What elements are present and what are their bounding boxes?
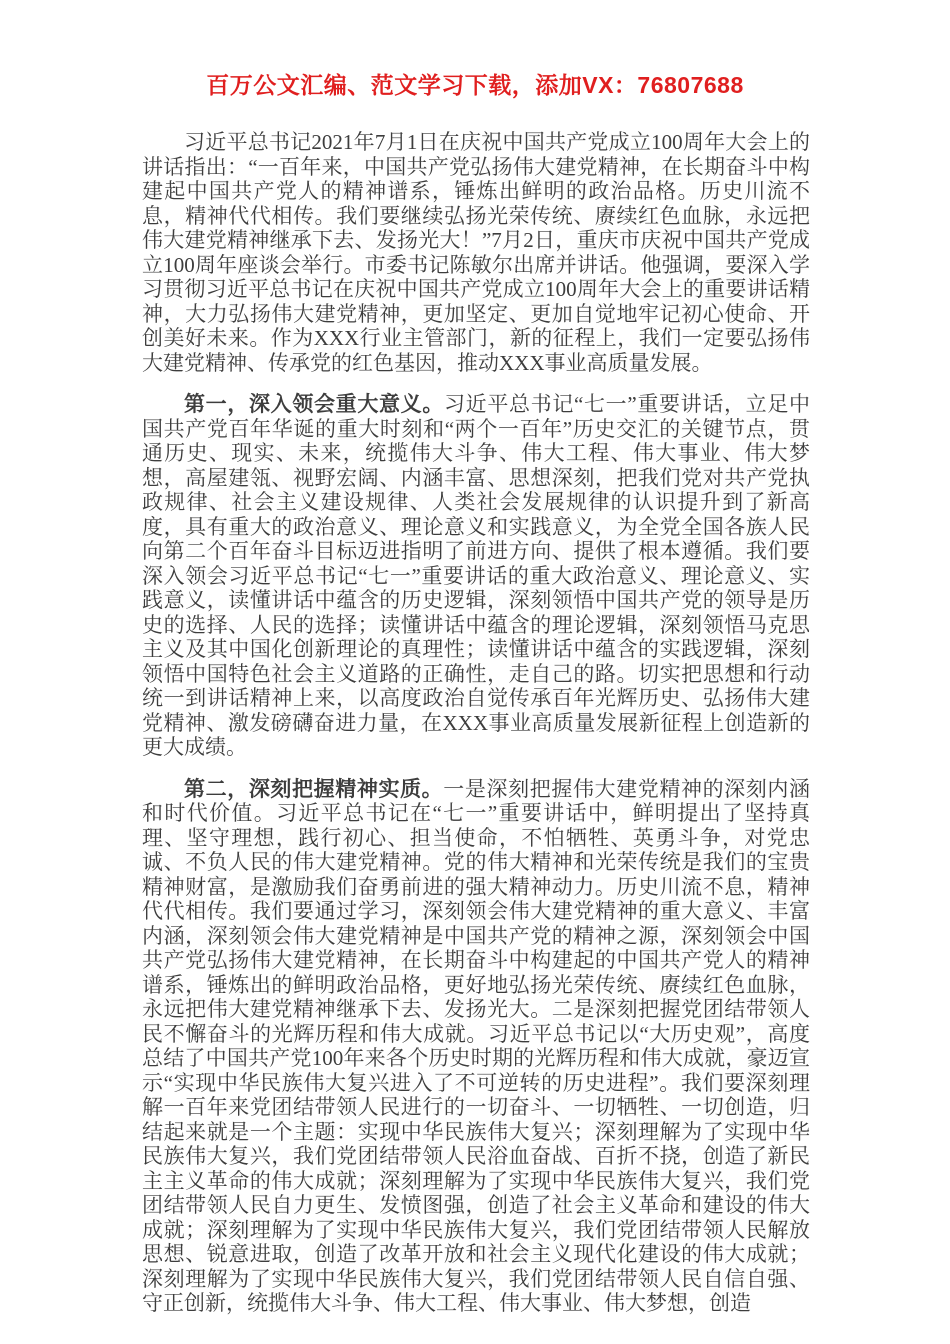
paragraph-intro-text: 习近平总书记2021年7月1日在庆祝中国共产党成立100周年大会上的讲话指出：“一百年来，中国共产党弘扬伟大建党精神，在长期奋斗中构建起中国共产党人的精神谱系，锤炼出鲜明的政治品格。历史川流不息，精神代代相传。我们要继续弘扬光荣传统、赓续红色血脉，永远把伟大建党精神继承下去、发扬光大！”7月2日，重庆市庆祝中国共产党成立100周年座谈会举行。市委书记陈敏尔出席并讲话。他强调，要深入学习贯彻习近平总书记在庆祝中国共产党成立100周年大会上的重要讲话精神，大力弘扬伟大建党精神，更加坚定、更加自觉地牢记初心使命、开创美好未来。作为XXX行业主管部门，新的征程上，我们一定要弘扬伟大建党精神、传承党的红色基因，推动XXX事业高质量发展。 <box>142 130 810 375</box>
paragraph-second-point-text: 一是深刻把握伟大建党精神的深刻内涵和时代价值。习近平总书记在“七一”重要讲话中，鲜明提出了坚持真理、坚守理想，践行初心、担当使命，不怕牺牲、英勇斗争，对党忠诚、不负人民的伟大建党精神。党的伟大精神和光荣传统是我们的宝贵精神财富，是激励我们奋勇前进的强大精神动力。历史川流不息，精神代代相传。我们要通过学习，深刻领会伟大建党精神的重大意义、丰富内涵，深刻领会伟大建党精神是中国共产党的精神之源，深刻领会中国共产党弘扬伟大建党精神，在长期奋斗中构建起的中国共产党人的精神谱系，锤炼出的鲜明政治品格，更好地弘扬光荣传统、赓续红色血脉，永远把伟大建党精神继承下去、发扬光大。二是深刻把握党团结带领人民不懈奋斗的光辉历程和伟大成就。习近平总书记以“大历史观”，高度总结了中国共产党100年来各个历史时期的光辉历程和伟大成就，豪迈宣示“实现中华民族伟大复兴进入了不可逆转的历史进程”。我们要深刻理解一百年来党团结带领人民进行的一切奋斗、一切牺牲、一切创造，归结起来就是一个主题：实现中华民族伟大复兴；深刻理解为了实现中华民族伟大复兴，我们党团结带领人民浴血奋战、百折不挠，创造了新民主主义革命的伟大成就；深刻理解为了实现中华民族伟大复兴，我们党团结带领人民自力更生、发愤图强，创造了社会主义革命和建设的伟大成就；深刻理解为了实现中华民族伟大复兴，我们党团结带领人民解放思想、锐意进取，创造了改革开放和社会主义现代化建设的伟大成就；深刻理解为了实现中华民族伟大复兴，我们党团结带领人民自信自强、守正创新，统揽伟大斗争、伟大工程、伟大事业、伟大梦想，创造 <box>142 776 811 1315</box>
paragraph-second-point <box>142 777 810 1316</box>
document-body <box>0 100 950 1316</box>
paragraph-first-point-text: 习近平总书记“七一”重要讲话，立足中国共产党百年华诞的重大时刻和“两个一百年”历史交汇的关键节点，贯通历史、现实、未来，统揽伟大斗争、伟大工程、伟大事业、伟大梦想，高屋建瓴、视野宏阔、内涵丰富、思想深刻，把我们党对共产党执政规律、社会主义建设规律、人类社会发展规律的认识提升到了新高度，具有重大的政治意义、理论意义和实践意义，为全党全国各族人民向第二个百年奋斗目标迈进指明了前进方向、提供了根本遵循。我们要深入领会习近平总书记“七一”重要讲话的重大政治意义、理论意义、实践意义，读懂讲话中蕴含的历史逻辑，深刻领悟中国共产党的领导是历史的选择、人民的选择；读懂讲话中蕴含的理论逻辑，深刻领悟马克思主义及其中国化创新理论的真理性；读懂讲话中蕴含的实践逻辑，深刻领悟中国特色社会主义道路的正确性，走自己的路。切实把思想和行动统一到讲话精神上来，以高度政治自觉传承百年光辉历史、弘扬伟大建党精神、激发磅礴奋进力量，在XXX事业高质量发展新征程上创造新的更大成绩。 <box>142 392 811 759</box>
paragraph-intro <box>142 130 810 375</box>
promo-header-text: 百万公文汇编、范文学习下载，添加VX：76807688 <box>206 72 744 98</box>
paragraph-second-point-lead: 第二，深刻把握精神实质。 <box>184 776 444 801</box>
paragraph-first-point <box>142 392 810 760</box>
paragraph-first-point-lead: 第一，深入领会重大意义。 <box>184 392 445 416</box>
